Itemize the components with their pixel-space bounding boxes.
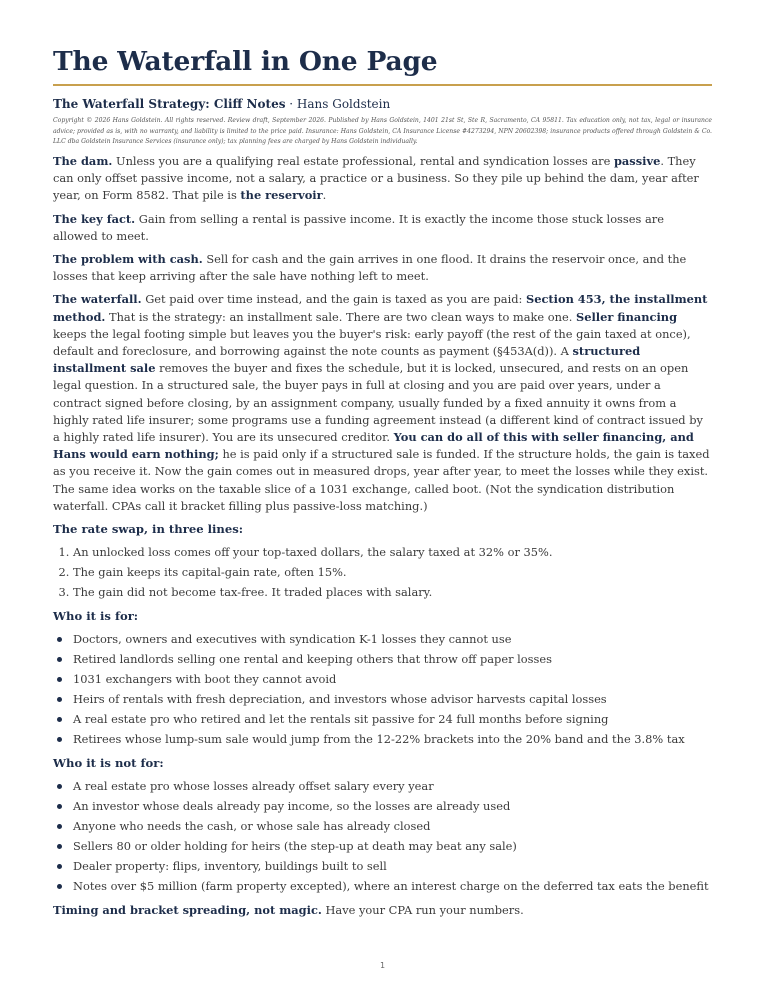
list-item: Anyone who needs the cash, or whose sale has already closed xyxy=(53,816,712,836)
lead-key-fact: The key fact. xyxy=(53,211,136,226)
waterfall-bold-section-453: Section 453, the installment method. xyxy=(53,292,708,324)
copyright-notice: Copyright © 2026 Hans Goldstein. All rights reserved. Review draft, September 2026. Published by Hans Goldstein, 1401 21st St, Ste R, Sacramento, CA 95811. Tax education only, not tax, legal or insurance advice; provided as is, with no warranty, and liability is limited to the price paid. Insurance: Hans Goldstein, CA Insurance License #4273294, NPN 20602398; insurance products offered through Goldstein & Co. LLC dba Goldstein Insurance Services (insurance only); tax planning fees are charged by Hans Goldstein individually. xyxy=(53,117,712,145)
list-item: 1. An unlocked loss comes off your top-taxed dollars, the salary taxed at 32% or 35%. xyxy=(73,542,712,562)
waterfall-bold-structured-sale: structured installment sale xyxy=(53,344,641,376)
list-item: Sellers 80 or older holding for heirs (the step-up at death may beat any sale) xyxy=(53,836,712,856)
who-for-list xyxy=(53,629,712,749)
list-item: Retired landlords selling one rental and keeping others that throw off paper losses xyxy=(53,649,712,669)
document-body xyxy=(53,153,712,925)
waterfall-bold-seller-financing: Seller financing xyxy=(575,309,678,324)
waterfall-bold-disclosure: You can do all of this with seller financing, and Hans would earn nothing; xyxy=(53,430,694,462)
waterfall-text-5: he is paid only if a structured sale is funded. If the structure holds, the gain is taxed as you receive it. Now the gain comes out in measured drops, year after year, to meet the losses while they exist. The same idea works on the taxable slice of a 1031 exchange, called boot. (Not the syndication distribution waterfall. CPAs call it bracket filling plus passive-loss matching.) xyxy=(53,447,710,513)
dam-text-2: . They can only offset passive income, not a salary, a practice or a business. So they pile up behind the dam, year after year, on Form 8582. That pile is xyxy=(53,154,699,203)
list-item: A real estate pro whose losses already offset salary every year xyxy=(53,776,712,796)
subtitle xyxy=(53,95,712,113)
list-item: 3. The gain did not become tax-free. It traded places with salary. xyxy=(73,582,712,602)
heading-rate-swap: The rate swap, in three lines: xyxy=(53,522,244,537)
waterfall-text-3: keeps the legal footing simple but leaves you the buyer's risk: early payoff (the rest of the gain taxed at once), default and foreclosure, and borrowing against the note counts as payment (§453A(d)). A xyxy=(53,326,691,359)
list-item: An investor whose deals already pay income, so the losses are already used xyxy=(53,796,712,816)
paragraph-cash xyxy=(53,251,712,285)
author-name: Hans Goldstein xyxy=(296,97,391,111)
who-not-list xyxy=(53,776,712,896)
subtitle-separator: · xyxy=(285,97,297,111)
paragraph-dam xyxy=(53,153,712,205)
heading-who-for: Who it is for: xyxy=(53,609,139,624)
lead-waterfall: The waterfall. xyxy=(53,292,142,307)
list-item: A real estate pro who retired and let the rentals sit passive for 24 full months before signing xyxy=(53,709,712,729)
list-item: 1031 exchangers with boot they cannot avoid xyxy=(53,669,712,689)
list-item: Heirs of rentals with fresh depreciation, and investors whose advisor harvests capital losses xyxy=(53,689,712,709)
lead-dam: The dam. xyxy=(53,154,113,168)
list-item: 2. The gain keeps its capital-gain rate, often 15%. xyxy=(73,562,712,582)
list-item: Notes over $5 million (farm property excepted), where an interest charge on the deferred tax eats the benefit xyxy=(53,876,712,896)
page-title: The Waterfall in One Page xyxy=(53,46,438,77)
list-item: Dealer property: flips, inventory, buildings built to sell xyxy=(53,856,712,876)
closing-line xyxy=(53,902,712,919)
heading-who-not: Who it is not for: xyxy=(53,756,164,771)
title-divider xyxy=(53,84,712,86)
rate-swap-list xyxy=(53,542,712,602)
lead-closing: Timing and bracket spreading, not magic. xyxy=(53,903,322,918)
waterfall-text-4: removes the buyer and fixes the schedule, but it is locked, unsecured, and rests on an open legal question. In a structured sale, the buyer pays in full at closing and you are paid over years, under a contract signed before closing, by an assignment company, usually funded by a fixed annuity it owns from a highly rated life insurer; some programs use a funding agreement instead (a different kind of contract issued by a highly rated life insurer). You are its unsecured creditor. xyxy=(53,361,703,445)
closing-text: Have your CPA run your numbers. xyxy=(321,903,524,918)
dam-bold-reservoir: the reservoir xyxy=(240,188,323,203)
paragraph-key-fact xyxy=(53,211,712,245)
paragraph-waterfall xyxy=(53,291,712,515)
list-item: Retirees whose lump-sum sale would jump from the 12-22% brackets into the 20% band and the 3.8% tax xyxy=(53,729,712,749)
cash-text: Sell for cash and the gain arrives in one flood. It drains the reservoir once, and the losses that keep arriving after the sale have nothing left to meet. xyxy=(53,252,687,284)
list-item: Doctors, owners and executives with syndication K-1 losses they cannot use xyxy=(53,629,712,649)
waterfall-text-1: Get paid over time instead, and the gain is taxed as you are paid: xyxy=(141,292,526,307)
dam-text-3: . xyxy=(322,188,327,203)
lead-cash: The problem with cash. xyxy=(53,252,203,267)
series-title: The Waterfall Strategy: Cliff Notes xyxy=(53,97,286,111)
key-fact-text: Gain from selling a rental is passive income. It is exactly the income those stuck losses are allowed to meet. xyxy=(53,211,664,243)
dam-text-1: Unless you are a qualifying real estate professional, rental and syndication losses are xyxy=(112,154,614,168)
waterfall-text-2: That is the strategy: an installment sale. There are two clean ways to make one. xyxy=(105,309,576,324)
dam-bold-passive: passive xyxy=(613,154,661,168)
page-number: 1 xyxy=(379,961,386,970)
